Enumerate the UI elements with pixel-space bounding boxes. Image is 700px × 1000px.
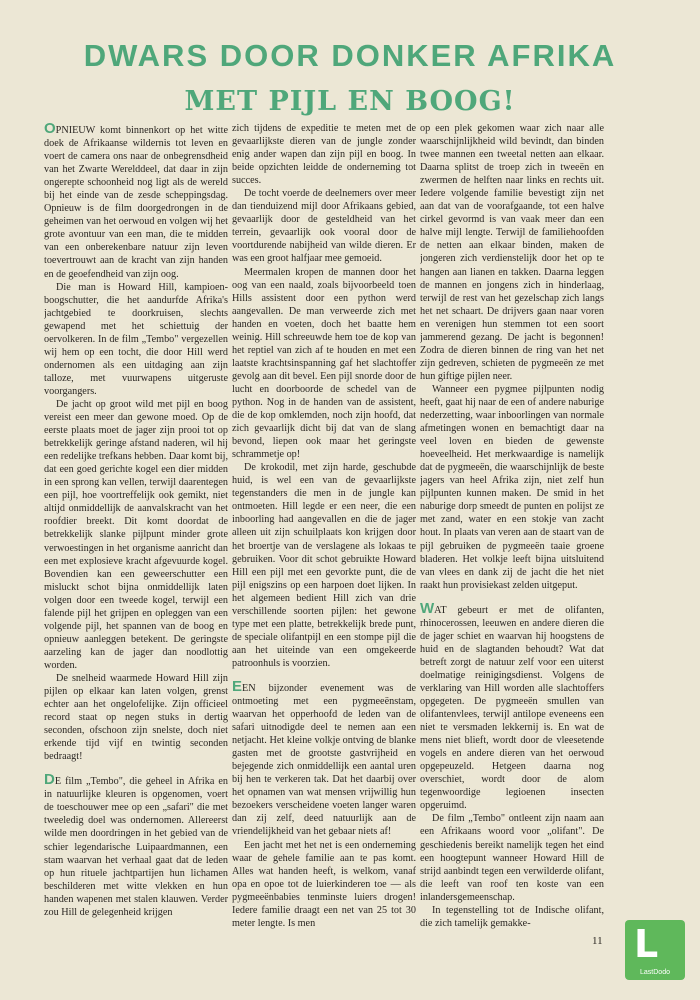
paragraph-text: De krokodil, met zijn harde, geschubde huid, is wel een van de gevaarlijkste tegenstanders die men in de jungle kan ontmoeten. Hill legde er een neer, die een inboorling had aangevallen en die de jager alleen uit zijn schuilplaats kon krijgen door het broertje van de verslagene als lokaas te gebruiken. Voor dit schot gebruikte Howard Hill een pijl met een gevorkte punt, die de pijl enigszins op een harpoen doet lijken. In het algemeen bedient Hill zich van drie verschillende soorten pijlen: het gewone type met een platte, betrekkelijk brede punt, de speciale olifantpijl en een stompe pijl die aan het uiteinde van een omgekeerde patroonhuls is voorzien. [232,462,416,669]
drop-cap: O [44,122,56,137]
paragraph [44,773,228,919]
paragraph-text: In tegenstelling tot de Indische olifant, die zich tamelijk gemakke- [420,904,604,929]
paragraph-text: E film „Tembo", die geheel in Afrika en in natuurlijke kleuren is opgenomen, voert de toeschouwer mee op een „safari" die met tweeledig doel was ondernomen. Allereerst wilde men doordringen in het gebied van de schier legendarische Luipaardmannen, een stam waarvan het verhaal gaat dat de leden op hun rituele jachtpartijen hun lichamen beschilderen met witte vlekken en hun handen wapenen met stalen klauwen. Verder zou Hill de gelegenheid krijgen [44,776,228,918]
paragraph [44,672,228,763]
text-column-3 [420,122,604,952]
lastdodo-watermark-logo [625,920,685,980]
paragraph [232,187,416,265]
paragraph [232,677,416,839]
drop-cap: W [420,599,435,617]
article-subtitle: MET PIJL EN BOOG! [184,86,516,117]
paragraph-text: De snelheid waarmede Howard Hill zijn pijlen op elkaar kan laten volgen, grenst echter aan het ongelofelijke. Zijn officieel record staat op negen stuks in dertig seconden, ofschoon zijn snelste, doch niet erkende tijd vijf en twintig seconden bedraagt! [44,672,228,763]
drop-cap: D [44,771,55,789]
logo-wordmark: LastDodo [640,969,670,976]
page-number: 11 [592,935,603,947]
paragraph [44,281,228,398]
paragraph-text: De jacht op groot wild met pijl en boog vereist een meer dan gewone moed. Op de eerste plaats moet de jager zijn prooi tot op betrekkelijk geringe afstand naderen, wil hij een redelijke trefkans hebben. Daar komt bij, dat een goed gerichte kogel een dier midden in een sprong kan vellen, terwijl daarentegen een pijl, hoe voortreffelijk ook gemikt, niet altijd onmiddellijk de aanvalskracht van het roofdier breekt. Dit komt doordat de betrekkelijk slanke pijlpunt minder grote verwoestingen in het organisme aanricht dan een met explosieve kracht afgevuurde kogel. Bovendien kan een geweerschutter een misluckt schot bijna onmiddellijk laten volgen door een tweede kogel, terwijl een falende pijl het grijpen en opleggen van een volgende pijl, het spannen van de boog en opnieuw aanleggen betekent. De geringste aarzeling kan de jager dan noodlottig worden. [44,398,228,671]
paragraph [232,266,416,462]
paragraph-text: PNIEUW komt binnenkort op het witte doek de Afrikaanse wildernis tot leven en voert de camera ons naar de onbegrensdheid van het Zwarte Werelddeel, dat daar in zijn ongerepte schoonheid nog ligt als de wereld bij het einde van de zesde scheppingsdag. Opnieuw is de film doorgedrongen in de geheimen van het oerwoud en volgen wij het grote avontuur van een man, die te midden van een onberekenbare natuur zijn leven toevertrouwt aan de kracht van zijn handen en de geoefendheid van zijn oog. [44,125,228,280]
paragraph [420,904,604,930]
paragraph [232,122,416,187]
paragraph-text: AT gebeurt er met de olifanten, rhinocerossen, leeuwen en andere dieren die de jager schiet en waarvan hij hoogstens de huid en de slagtanden behoudt? Wat dat betreft zorgt de natuur zelf voor een uiterst doelmatige reinigingsdienst. Volgens de verklaring van Hill worden alle slachtoffers opgegeten. De pygmeeën smullen van olifantenvlees, terwijl antilope eveneens een niet te versmaden lekkernij is. En wat de mens niet blieft, wordt door de vleesetende vogels en andere dieren van het oerwoud opgepeuzeld. Hetgeen daarna nog overschiet, wordt door de alom tegenwoordige legioenen insecten opgeruimd. [420,604,604,812]
paragraph [232,839,416,930]
paragraph-text: EN bijzonder evenement was de ontmoeting met een pygmeeënstam, waarvan het opperhoofd de leden van de safari uitnodigde deel te nemen aan een netjacht. Het kleine volkje ontving de blanke gasten met de grootste gastvrijheid en bejegende zich onmiddellijk een aantal uren bij hen te verkeren tak. Dat het daarbij over het opnamen van wat mensen vrijwillig hun bezoekers verscheidene voeten langer waren dan zij zelf, deed natuurlijk aan de vriendelijkheid van het gebaar niets af! [232,682,416,838]
article-title: DWARS DOOR DONKER AFRIKA [83,38,617,73]
paragraph-text: op een plek gekomen waar zich naar alle waarschijnlijkheid wild bevindt, dan binden twee mannen een tweetal netten aan elkaar. Daarna splitst de troep zich in tweeën en zwermen de helften naar links en rechts uit. Iedere volgende familie bevestigt zijn net aan dat van de voorafgaande, tot een halve cirkel gevormd is van vaak meer dan een halve mijl lengte. Terwijl de familiehoofden de netten aan elkaar binden, maken de jongeren zich verdienstelijk door het op te hangen aan lianen en takken. Daarna leggen de mannen en jongens zich in hinderlaag, terwijl de rest van het gezelschap zich langs het net schaart. De drijvers gaan naar voren en verenigen hun stemmen tot een soort jammerend gezang. De jacht is begonnen! Zodra de dieren binnen de ring van het net zijn gedreven, schieten de pygmeeën ze met hun giftige pijlen neer. [420,123,604,382]
paragraph [44,122,228,281]
text-column-1 [44,122,228,952]
paragraph [420,812,604,903]
paragraph [420,383,604,592]
paragraph [420,122,604,383]
paragraph-text: De film „Tembo" ontleent zijn naam aan een Afrikaans woord voor „olifant". De geschiedenis bereikt namelijk tegen het eind een hoogtepunt wanneer Howard Hill de strijd aanbindt tegen een verwilderde olifant, die leeft van roof ten koste van een inlandersgemeenschap. [420,813,604,903]
paragraph [420,599,604,813]
paragraph-text: Wanneer een pygmee pijlpunten nodig heeft, gaat hij naar de een of andere naburige nederzetting, waar inboorlingen van normale afmetingen wonen en bemachtigt daar na veel loven en bieden de gewenste hoeveelheid. Het merkwaardige is namelijk dat de pygmeeën, die waarschijnlijk de beste jagers van heel Afrika zijn, niet zelf hun pijlpunten kunnen maken. De smid in het naburige dorp smeedt de punten en polijst ze met zand, water en een stokje van zacht hout. In plaats van veren aan de staart van de pijl gebruiken de pygmeeën taaie groene bladeren. Het volkje leeft bijna uitsluitend van vlees en dank zij de jacht die het niet raakt hun provisiekast zelden uitgeput. [420,383,604,591]
paragraph [232,461,416,670]
paragraph-text: Die man is Howard Hill, kampioen-boogschutter, die het aandurfde Afrika's jachtgebied te doorkruisen, slechts gewapend met het schiettuig der oervolkeren. In de film „Tembo" vergezellen wij hem op een tocht, die door Hill werd ondernomen als een uitdaging aan zijn talloze, met vuurwapens uitgeruste voorgangers. [44,281,228,397]
drop-cap: E [232,677,243,695]
paragraph-text: De tocht voerde de deelnemers over meer dan tienduizend mijl door Afrikaans gebied, gevaarlijk door de gesteldheid van het terrein, gevaarlijk ook vooral door de voortdurende nabijheid van wilde dieren. Er was een groot halfjaar mee gemoeid. [232,188,416,265]
text-column-2 [232,122,416,952]
logo-mark: L [634,922,659,966]
paragraph [44,398,228,672]
paragraph-text: zich tijdens de expeditie te meten met de gevaarlijkste dieren van de jungle zonder enig ander wapen dan zijn pijl en boog. In beide opzichten leidde de onderneming tot succes. [232,123,416,187]
paragraph-text: Meermalen kropen de mannen door het oog van een naald, zoals bijvoorbeeld toen Hills assistent door een python werd aangevallen. De man verweerde zich met handen en voeten, doch het baatte hem weinig. Hill schreeuwde hem toe de kop van het reptiel van zich af te houden en met een laatste krachtsinspanning gaf het slachtoffer gevolg aan dit bevel. Een pijl snorde door de lucht en doorboorde de schedel van de python. Nog in de handen van de assistent, die de kop omklemden, noch zijn hoofd, dat zich gevaarlijk dicht bij dat van de slang bevond, liepen ook maar het geringste schrammetje op! [232,266,416,461]
paragraph-text: Een jacht met het net is een onderneming waar de gehele familie aan te pas komt. Alles wat handen heeft, is welkom, vanaf opa en opoe tot de luierkinderen toe — als pygmeeënbabies tenminste luiers drogen! Iedere familie draagt een net van 25 tot 30 meter lengte. Is men [232,839,416,929]
